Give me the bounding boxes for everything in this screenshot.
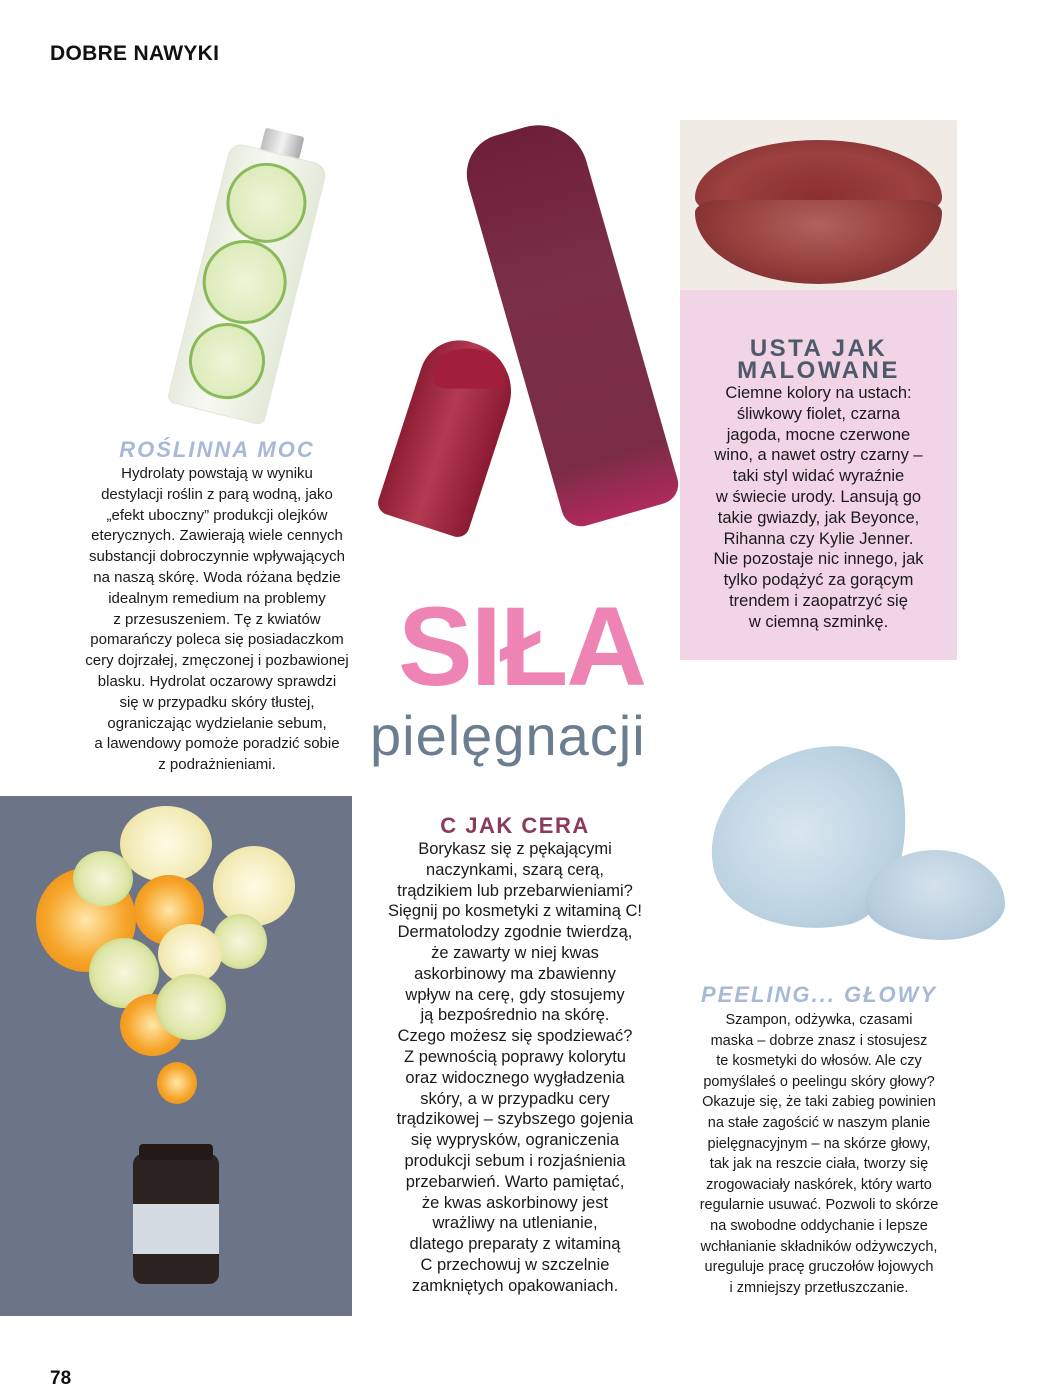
citrus-photo <box>0 796 352 1316</box>
roslinna-moc-heading: ROŚLINNA MOC <box>119 437 315 462</box>
scrub-image <box>690 680 1010 970</box>
hydrolat-bottle-icon <box>166 120 333 426</box>
section-label: DOBRE NAWYKI <box>50 42 220 65</box>
supplement-jar-icon <box>133 1154 219 1284</box>
usta-section <box>680 335 957 633</box>
peeling-section <box>668 982 970 1298</box>
bottle-image <box>130 100 370 430</box>
peeling-heading: PEELING... GŁOWY <box>700 982 938 1007</box>
lipstick-smear <box>457 113 683 531</box>
lipstick-image <box>380 125 660 535</box>
c-jak-cera-body: Borykasz się z pękającymi naczynkami, szarą cerą, trądzikiem lub przebarwieniami? Sięgnij po kosmetyki z witaminą C! Dermatolodzy zgodnie twierdzą, że zawarty w niej kwas askorbinowy ma zbawienny wpływ na cerę, gdy stosujemy ją bezpośrednio na skórę. Czego możesz się spodziewać? Z pewnością poprawy kolorytu oraz widocznego wygładzenia skóry, a w przypadku cery trądzikowej – szybszego gojenia się wyprysków, ograniczenia produkcji sebum i rozjaśnienia przebarwień. Warto pamiętać, że kwas askorbinowy jest wrażliwy na utlenianie, dlatego preparaty z witaminą C przechowuj w szczelnie zamkniętych opakowaniach. <box>387 840 642 1295</box>
page-subtitle: pielęgnacji <box>370 704 646 767</box>
c-jak-cera-heading: C JAK CERA <box>440 813 590 838</box>
c-jak-cera-section <box>368 813 662 1297</box>
page-number: 78 <box>50 1368 72 1389</box>
roslinna-moc-body: Hydrolaty powstają w wyniku destylacji roślin z parą wodną, jako „efekt uboczny” produkcji olejków eterycznych. Zawierają wiele cennych substancji dobroczynnie wpływających na naszą skórę. Woda różana będzie idealnym remedium na problemy z przesuszeniem. Tę z kwiatów pomarańczy poleca się posiadaczkom cery dojrzałej, zmęczonej i pozbawionej blasku. Hydrolat oczarowy sprawdzi się w przypadku skóry tłustej, ograniczając wydzielanie sebum, a lawendowy pomoże poradzić sobie z podrażnieniami. <box>85 465 349 774</box>
roslinna-moc-section <box>62 437 372 776</box>
lipstick-bullet-icon <box>375 330 524 540</box>
lips-photo <box>680 120 957 290</box>
usta-body: Ciemne kolory na ustach: śliwkowy fiolet, czarna jagoda, mocne czerwone wino, a nawet ostry czarny – taki styl widać wyraźnie w świecie urody. Lansują go takie gwiazdy, jak Beyonce, Rihanna czy Kylie Jenner. Nie pozostaje nic innego, jak tylko podążyć za gorącym trendem i zaopatrzyć się w ciemną szminkę. <box>713 384 924 631</box>
page-title: SIŁA <box>398 584 646 709</box>
usta-heading: USTA JAK MALOWANE <box>737 335 900 384</box>
peeling-body: Szampon, odżywka, czasami maska – dobrze znasz i stosujesz te kosmetyki do włosów. Ale czy pomyślałeś o peelingu skóry głowy? Okazuje się, że taki zabieg powinien na stałe zagościć w naszym planie pielęgnacyjnym – na skórze głowy, tak jak na reszcie ciała, tworzy się zrogowaciały naskórek, który warto regularnie usuwać. Pozwoli to skórze na swobodne oddychanie i lepsze wchłanianie składników odżywczych, ureguluje pracę gruczołów łojowych i zmniejszy przetłuszczanie. <box>699 1012 939 1296</box>
